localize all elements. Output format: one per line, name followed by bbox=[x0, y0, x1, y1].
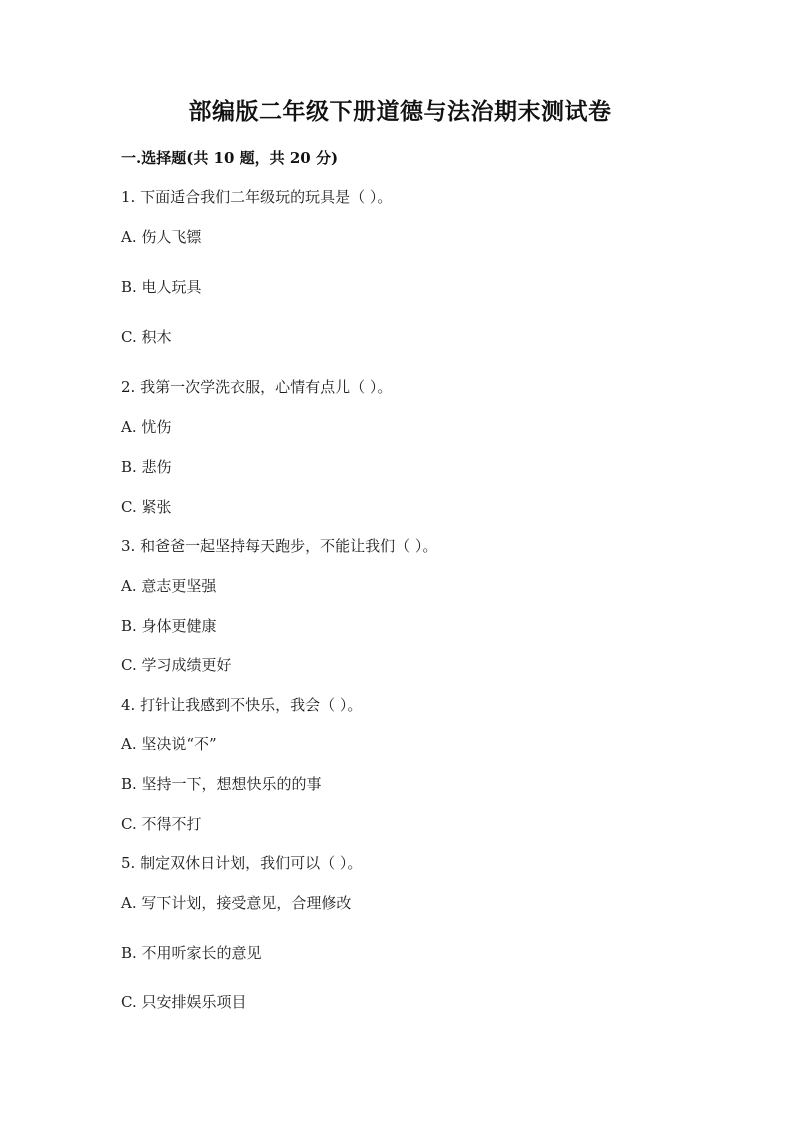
question-2-option-a: A. 忧伤 bbox=[121, 418, 172, 436]
question-3-option-c: C. 学习成绩更好 bbox=[121, 656, 232, 674]
question-2-option-b: B. 悲伤 bbox=[121, 458, 172, 476]
question-1-option-a: A. 伤人飞镖 bbox=[121, 228, 202, 246]
question-3-stem: 3. 和爸爸一起坚持每天跑步，不能让我们（ ）。 bbox=[121, 537, 438, 555]
question-2-option-c: C. 紧张 bbox=[121, 498, 172, 516]
question-4-option-c: C. 不得不打 bbox=[121, 815, 202, 833]
question-4-option-b: B. 坚持一下，想想快乐的的事 bbox=[121, 775, 322, 793]
question-4-stem: 4. 打针让我感到不快乐，我会（ ）。 bbox=[121, 696, 363, 714]
question-2-stem: 2. 我第一次学洗衣服，心情有点儿（ ）。 bbox=[121, 378, 393, 396]
question-5-option-a: A. 写下计划，接受意见，合理修改 bbox=[121, 894, 352, 912]
question-4-option-a: A. 坚决说“不” bbox=[121, 735, 217, 753]
question-3-option-b: B. 身体更健康 bbox=[121, 617, 217, 635]
question-1-stem: 1. 下面适合我们二年级玩的玩具是（ ）。 bbox=[121, 188, 393, 206]
question-1-option-c: C. 积木 bbox=[121, 328, 172, 346]
section-heading: 一.选择题(共 10 题，共 20 分) bbox=[121, 149, 339, 167]
question-5-option-c: C. 只安排娱乐项目 bbox=[121, 993, 247, 1011]
question-3-option-a: A. 意志更坚强 bbox=[121, 577, 217, 595]
page-title: 部编版二年级下册道德与法治期末测试卷 bbox=[188, 98, 612, 125]
question-5-option-b: B. 不用听家长的意见 bbox=[121, 944, 262, 962]
question-5-stem: 5. 制定双休日计划，我们可以（ ）。 bbox=[121, 854, 363, 872]
question-1-option-b: B. 电人玩具 bbox=[121, 278, 202, 296]
